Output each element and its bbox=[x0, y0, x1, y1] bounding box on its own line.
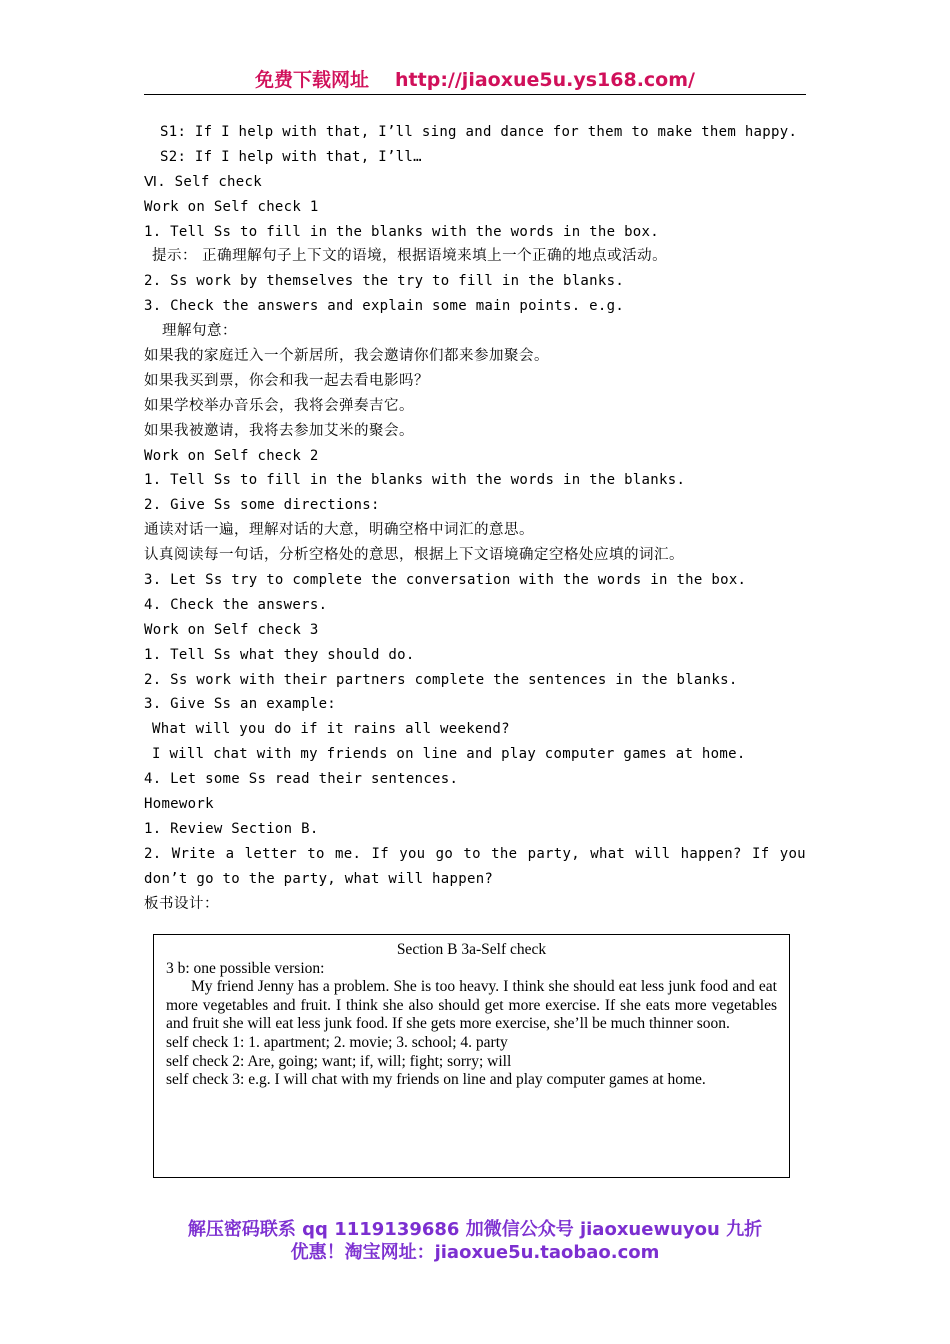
step-line: 2. Give Ss some directions: bbox=[144, 497, 380, 514]
homework-heading: Homework bbox=[144, 796, 214, 813]
footer-line-2: 优惠！淘宝网址：jiaoxue5u.taobao.com bbox=[290, 1242, 660, 1263]
section-heading: Ⅵ. Self check bbox=[144, 173, 262, 190]
board-check-3: self check 3: e.g. I will chat with my friends on line and play computer games at home. bbox=[166, 1071, 706, 1089]
note-line: 理解句意： bbox=[162, 323, 237, 340]
word: a bbox=[225, 845, 235, 862]
word: letter bbox=[244, 845, 298, 862]
word: what bbox=[590, 845, 626, 862]
homework-item-justified bbox=[144, 842, 806, 867]
word: happen? bbox=[680, 845, 742, 862]
header-label: 免费下载网址 bbox=[255, 69, 370, 91]
board-subtitle: 3 b: one possible version: bbox=[166, 959, 325, 977]
page-header bbox=[144, 66, 806, 95]
board-title: Section B 3a-Self check bbox=[396, 941, 547, 958]
direction-line: 认真阅读每一句话，分析空格处的意思，根据上下文语境确定空格处应填的词汇。 bbox=[144, 547, 684, 564]
example-answer: I will chat with my friends on line and play computer games at home. bbox=[152, 746, 746, 763]
step-line: 3. Check the answers and explain some main points. e.g. bbox=[144, 298, 625, 315]
footer-line-1: 解压密码联系 qq 1119139686 加微信公众号 jiaoxuewuyou 九折 bbox=[187, 1219, 763, 1240]
step-line: 4. Check the answers. bbox=[144, 596, 328, 613]
step-line: 1. Tell Ss to fill in the blanks with the words in the blanks. bbox=[144, 472, 686, 489]
dialogue-line: S1: If I help with that, I’ll sing and dance for them to make them happy. bbox=[160, 124, 798, 140]
word: will bbox=[635, 845, 671, 862]
word: you bbox=[399, 845, 426, 862]
board-check-1: self check 1: 1. apartment; 2. movie; 3. school; 4. party bbox=[166, 1033, 508, 1051]
subheading: Work on Self check 1 bbox=[144, 198, 319, 215]
word: Write bbox=[171, 845, 216, 862]
word: the bbox=[491, 845, 518, 862]
word: go bbox=[435, 845, 454, 862]
step-line: 2. Ss work with their partners complete the sentences in the blanks. bbox=[144, 671, 738, 688]
word: to bbox=[307, 845, 325, 862]
dialogue-line: S2: If I help with that, I’ll… bbox=[160, 148, 422, 165]
word: party, bbox=[527, 845, 580, 862]
step-line: 1. Tell Ss to fill in the blanks with the words in the box. bbox=[144, 223, 659, 240]
example-line: 如果学校举办音乐会，我将会弹奏吉它。 bbox=[144, 397, 414, 414]
step-line: 4. Let some Ss read their sentences. bbox=[144, 771, 459, 788]
board-check-2: self check 2: Are, going; want; if, will; fight; sorry; will bbox=[166, 1052, 512, 1070]
header-url[interactable]: http://jiaoxue5u.ys168.com/ bbox=[395, 69, 695, 91]
board-paragraph: My friend Jenny has a problem. She is too heavy. I think she should eat less junk food and eat more vegetables and fruit. I think she also should get more exercise. If she eats more vegetables and fruit she will eat less junk food. If she gets more exercise, she’ll be much thinner soon. bbox=[166, 978, 777, 1033]
hint-line: 提示： 正确理解句子上下文的语境，根据语境来填上一个正确的地点或活动。 bbox=[152, 248, 668, 265]
word: If bbox=[371, 845, 389, 862]
word: me. bbox=[335, 845, 362, 862]
step-line: 2. Ss work by themselves the try to fill in the blanks. bbox=[144, 273, 625, 290]
word: to bbox=[463, 845, 481, 862]
direction-line: 通读对话一遍，理解对话的大意，明确空格中词汇的意思。 bbox=[144, 522, 534, 539]
word: you bbox=[779, 845, 806, 862]
example-line: 如果我被邀请，我将去参加艾米的聚会。 bbox=[144, 422, 414, 439]
subheading: Work on Self check 3 bbox=[144, 621, 319, 638]
step-line: 3. Let Ss try to complete the conversation with the words in the box. bbox=[144, 572, 747, 589]
homework-item-cont: don’t go to the party, what will happen? bbox=[144, 870, 494, 887]
lesson-body bbox=[144, 120, 806, 917]
step-line: 1. Tell Ss what they should do. bbox=[144, 646, 415, 663]
subheading: Work on Self check 2 bbox=[144, 447, 319, 464]
promo-footer bbox=[140, 1218, 810, 1264]
homework-item: 1. Review Section B. bbox=[144, 820, 319, 837]
example-question: What will you do if it rains all weekend? bbox=[152, 721, 510, 738]
example-line: 如果我买到票，你会和我一起去看电影吗？ bbox=[144, 372, 429, 389]
word: If bbox=[751, 845, 770, 862]
example-line: 如果我的家庭迁入一个新居所，我会邀请你们都来参加聚会。 bbox=[144, 348, 549, 365]
board-design-box bbox=[153, 934, 790, 1178]
word: 2. bbox=[144, 845, 162, 862]
step-line: 3. Give Ss an example: bbox=[144, 696, 337, 713]
board-design-label: 板书设计： bbox=[144, 895, 219, 912]
